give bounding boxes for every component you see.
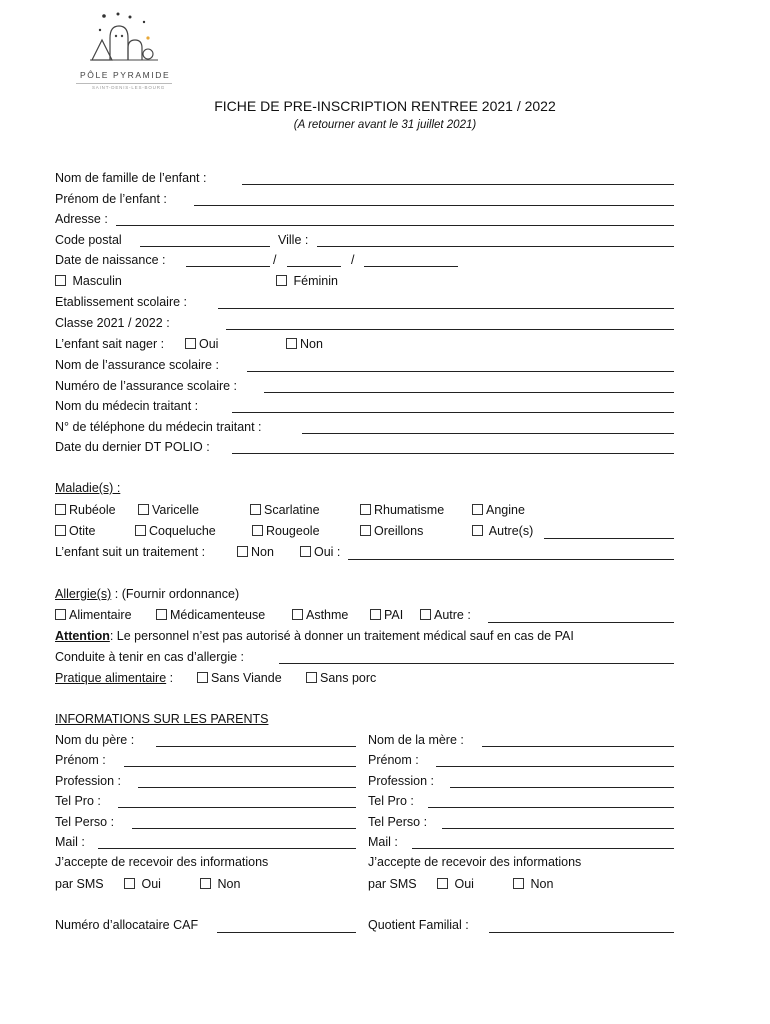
allergy-label: Autre : xyxy=(434,608,471,622)
birth-year-field[interactable] xyxy=(364,266,458,267)
checkbox-icon[interactable] xyxy=(138,504,149,515)
class-label: Classe 2021 / 2022 : xyxy=(55,316,170,330)
father-sms-no[interactable] xyxy=(200,877,240,891)
child-firstname-label: Prénom de l’enfant : xyxy=(55,192,167,206)
child-firstname-field[interactable] xyxy=(194,205,674,206)
swim-no[interactable] xyxy=(286,337,323,351)
diet-no-meat[interactable] xyxy=(197,671,282,685)
father-telperso-field[interactable] xyxy=(132,828,356,829)
checkbox-icon[interactable] xyxy=(472,525,483,536)
allergy-label: Alimentaire xyxy=(69,608,132,622)
disease-option[interactable] xyxy=(138,503,199,517)
mother-telperso-label: Tel Perso : xyxy=(368,815,428,829)
checkbox-icon[interactable] xyxy=(513,878,524,889)
class-field[interactable] xyxy=(226,329,674,330)
child-name-label: Nom de famille de l’enfant : xyxy=(55,171,207,185)
father-name-label: Nom du père : xyxy=(55,733,135,747)
mother-sms-yes[interactable] xyxy=(437,877,474,891)
diseases-heading: Maladie(s) : xyxy=(55,481,121,495)
allergy-option[interactable] xyxy=(420,608,471,622)
checkbox-icon[interactable] xyxy=(360,525,371,536)
logo-name: PÔLE PYRAMIDE xyxy=(80,70,171,80)
checkbox-icon[interactable] xyxy=(156,609,167,620)
allergy-option[interactable] xyxy=(55,608,132,622)
father-name-field[interactable] xyxy=(156,746,356,747)
gender-male[interactable] xyxy=(55,274,122,288)
disease-option[interactable] xyxy=(360,524,423,538)
mother-firstname-label: Prénom : xyxy=(368,753,419,767)
allergy-conduct-field[interactable] xyxy=(279,663,674,664)
father-accept-text: J’accepte de recevoir des informations xyxy=(55,855,269,869)
date-slash: / xyxy=(273,253,277,267)
father-mail-label: Mail : xyxy=(55,835,85,849)
disease-label: Otite xyxy=(69,524,96,538)
checkbox-icon[interactable] xyxy=(437,878,448,889)
insurance-number-label: Numéro de l’assurance scolaire : xyxy=(55,379,238,393)
swim-yes[interactable] xyxy=(185,337,218,351)
disease-option[interactable] xyxy=(135,524,216,538)
checkbox-icon[interactable] xyxy=(185,338,196,349)
city-field[interactable] xyxy=(317,246,674,247)
disease-option[interactable] xyxy=(250,503,320,517)
postal-code-field[interactable] xyxy=(140,246,270,247)
school-field[interactable] xyxy=(218,308,674,309)
mother-mail-label: Mail : xyxy=(368,835,398,849)
mother-name-field[interactable] xyxy=(482,746,674,747)
pyramid-logo-icon xyxy=(82,10,172,66)
caf-label: Numéro d’allocataire CAF xyxy=(55,918,199,932)
disease-option[interactable] xyxy=(252,524,320,538)
checkbox-icon[interactable] xyxy=(276,275,287,286)
mother-telperso-field[interactable] xyxy=(442,828,674,829)
parents-heading: INFORMATIONS SUR LES PARENTS xyxy=(55,712,269,726)
attention-label: Attention xyxy=(55,629,110,643)
treatment-yes-label: Oui : xyxy=(314,545,341,559)
father-sms-label: par SMS xyxy=(55,877,104,891)
mother-telpro-label: Tel Pro : xyxy=(368,794,414,808)
mother-accept-text: J’accepte de recevoir des informations xyxy=(368,855,582,869)
dtpolio-label: Date du dernier DT POLIO : xyxy=(55,440,210,454)
father-sms-no-label: Non xyxy=(217,877,241,891)
mother-telpro-field[interactable] xyxy=(428,807,674,808)
insurance-name-label: Nom de l’assurance scolaire : xyxy=(55,358,219,372)
swim-yes-label: Oui xyxy=(199,337,219,351)
allergy-label: Asthme xyxy=(306,608,349,622)
treatment-no-label: Non xyxy=(251,545,274,559)
checkbox-icon[interactable] xyxy=(360,504,371,515)
father-telpro-field[interactable] xyxy=(118,807,356,808)
checkbox-icon[interactable] xyxy=(286,338,297,349)
allergies-heading xyxy=(55,587,239,601)
checkbox-icon[interactable] xyxy=(420,609,431,620)
allergy-option[interactable] xyxy=(370,608,403,622)
disease-label: Rubéole xyxy=(69,503,116,517)
caf-field[interactable] xyxy=(217,932,356,933)
gender-male-label: Masculin xyxy=(72,274,122,288)
disease-option[interactable] xyxy=(472,524,533,538)
father-profession-label: Profession : xyxy=(55,774,122,788)
mother-profession-label: Profession : xyxy=(368,774,435,788)
insurance-number-field[interactable] xyxy=(264,392,674,393)
treatment-label: L’enfant suit un traitement : xyxy=(55,545,206,559)
gender-female-label: Féminin xyxy=(293,274,338,288)
disease-option[interactable] xyxy=(55,524,95,538)
doctor-phone-field[interactable] xyxy=(302,433,674,434)
mother-sms-yes-label: Oui xyxy=(454,877,474,891)
allergy-conduct-label: Conduite à tenir en cas d’allergie : xyxy=(55,650,245,664)
checkbox-icon[interactable] xyxy=(306,672,317,683)
allergies-heading-note: : (Fournir ordonnance) xyxy=(114,587,240,601)
checkbox-icon[interactable] xyxy=(55,275,66,286)
diet-no-meat-label: Sans Viande xyxy=(211,671,282,685)
checkbox-icon[interactable] xyxy=(237,546,248,557)
date-slash: / xyxy=(351,253,355,267)
disease-label: Rougeole xyxy=(266,524,320,538)
disease-option[interactable] xyxy=(472,503,525,517)
checkbox-icon[interactable] xyxy=(197,672,208,683)
father-mail-field[interactable] xyxy=(98,848,356,849)
mother-sms-no[interactable] xyxy=(513,877,553,891)
father-sms-yes[interactable] xyxy=(124,877,161,891)
checkbox-icon[interactable] xyxy=(472,504,483,515)
father-telperso-label: Tel Perso : xyxy=(55,815,115,829)
address-label: Adresse : xyxy=(55,212,108,226)
allergy-option[interactable] xyxy=(156,608,265,622)
child-name-field[interactable] xyxy=(242,184,674,185)
checkbox-icon[interactable] xyxy=(252,525,263,536)
disease-label: Oreillons xyxy=(374,524,424,538)
disease-label: Autre(s) xyxy=(488,524,534,538)
allergy-label: Médicamenteuse xyxy=(170,608,266,622)
mother-mail-field[interactable] xyxy=(412,848,674,849)
checkbox-icon[interactable] xyxy=(55,525,66,536)
checkbox-icon[interactable] xyxy=(250,504,261,515)
diet-no-pork[interactable] xyxy=(306,671,376,685)
checkbox-icon[interactable] xyxy=(370,609,381,620)
gender-female[interactable] xyxy=(276,274,338,288)
checkbox-icon[interactable] xyxy=(300,546,311,557)
checkbox-icon[interactable] xyxy=(292,609,303,620)
disease-label: Varicelle xyxy=(152,503,200,517)
mother-sms-label: par SMS xyxy=(368,877,417,891)
swim-label: L’enfant sait nager : xyxy=(55,337,165,351)
checkbox-icon[interactable] xyxy=(200,878,211,889)
father-sms-yes-label: Oui xyxy=(141,877,161,891)
postal-code-label: Code postal xyxy=(55,233,122,247)
mother-name-label: Nom de la mère : xyxy=(368,733,464,747)
other-allergy-field[interactable] xyxy=(488,622,674,623)
quotient-label: Quotient Familial : xyxy=(368,918,469,932)
mother-profession-field[interactable] xyxy=(450,787,674,788)
doctor-label: Nom du médecin traitant : xyxy=(55,399,199,413)
diet-row xyxy=(55,671,173,685)
logo-subtitle: SAINT-DENIS-LES-BOURG xyxy=(92,85,166,90)
city-label: Ville : xyxy=(278,233,309,247)
page-title: FICHE DE PRE-INSCRIPTION RENTREE 2021 / 2022 xyxy=(214,98,556,114)
checkbox-icon[interactable] xyxy=(135,525,146,536)
insurance-name-field[interactable] xyxy=(247,371,674,372)
disease-label: Coqueluche xyxy=(149,524,216,538)
school-label: Etablissement scolaire : xyxy=(55,295,188,309)
checkbox-icon[interactable] xyxy=(55,504,66,515)
disease-label: Rhumatisme xyxy=(374,503,445,517)
checkbox-icon[interactable] xyxy=(55,609,66,620)
father-telpro-label: Tel Pro : xyxy=(55,794,101,808)
other-disease-field[interactable] xyxy=(544,538,674,539)
birth-day-field[interactable] xyxy=(186,266,270,267)
diet-label: Pratique alimentaire xyxy=(55,671,167,685)
father-firstname-label: Prénom : xyxy=(55,753,106,767)
treatment-no[interactable] xyxy=(237,545,274,559)
birth-month-field[interactable] xyxy=(287,266,341,267)
diet-no-pork-label: Sans porc xyxy=(320,671,377,685)
father-firstname-field[interactable] xyxy=(124,766,356,767)
allergy-option[interactable] xyxy=(292,608,348,622)
allergies-heading-text: Allergie(s) xyxy=(55,587,112,601)
treatment-yes[interactable] xyxy=(300,545,340,559)
disease-option[interactable] xyxy=(55,503,116,517)
mother-firstname-field[interactable] xyxy=(436,766,674,767)
checkbox-icon[interactable] xyxy=(124,878,135,889)
allergy-label: PAI xyxy=(384,608,404,622)
disease-label: Angine xyxy=(486,503,525,517)
quotient-field[interactable] xyxy=(489,932,674,933)
treatment-field[interactable] xyxy=(348,559,674,560)
disease-label: Scarlatine xyxy=(264,503,320,517)
swim-no-label: Non xyxy=(300,337,323,351)
attention-note xyxy=(55,629,574,643)
dtpolio-field[interactable] xyxy=(232,453,674,454)
birthdate-label: Date de naissance : xyxy=(55,253,166,267)
address-field[interactable] xyxy=(116,225,674,226)
doctor-field[interactable] xyxy=(232,412,674,413)
father-profession-field[interactable] xyxy=(138,787,356,788)
mother-sms-no-label: Non xyxy=(530,877,554,891)
doctor-phone-label: N° de téléphone du médecin traitant : xyxy=(55,420,262,434)
page-subtitle: (A retourner avant le 31 juillet 2021) xyxy=(293,119,477,131)
diet-colon: : xyxy=(169,671,174,685)
attention-text: : Le personnel n’est pas autorisé à donner un traitement médical sauf en cas de PAI xyxy=(109,629,574,643)
disease-option[interactable] xyxy=(360,503,444,517)
